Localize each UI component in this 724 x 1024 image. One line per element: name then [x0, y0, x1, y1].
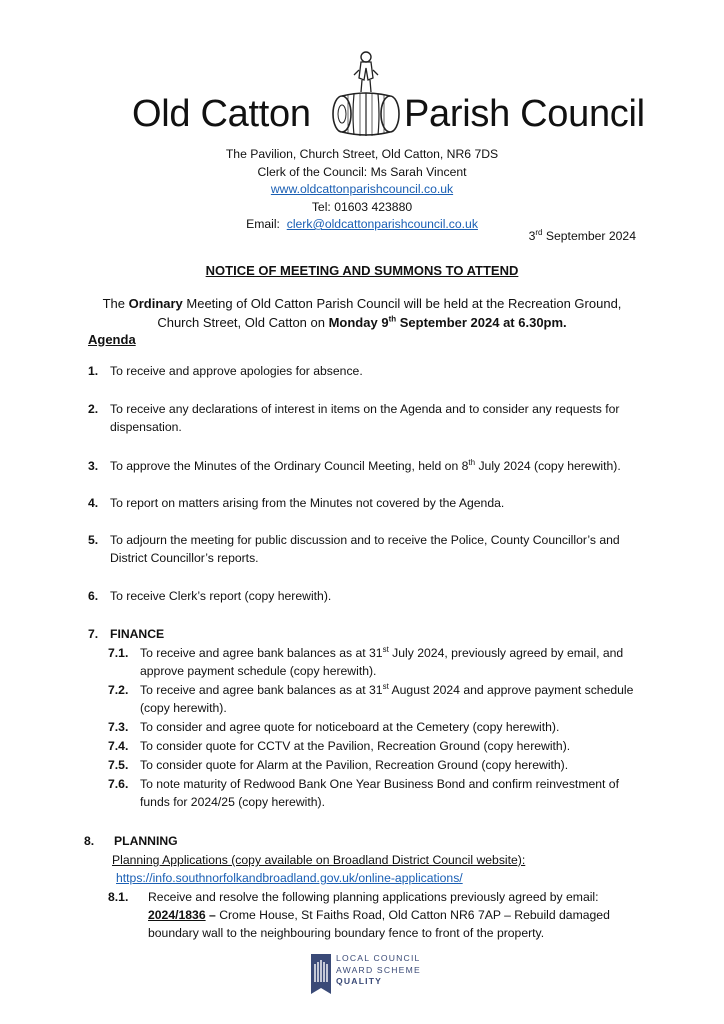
planning-heading: 8. PLANNING	[84, 834, 178, 848]
planning-link-row	[116, 869, 463, 887]
award-scheme-icon	[310, 952, 332, 996]
clerk-line: Clerk of the Council: Ms Sarah Vincent	[257, 164, 467, 179]
planning-applications-label: Planning Applications (copy available on Broadland District Council website):	[112, 853, 526, 867]
letterhead	[0, 48, 724, 138]
contact-block	[140, 146, 584, 234]
council-title-right: Parish Council	[404, 93, 645, 135]
email-link[interactable]: clerk@oldcattonparishcouncil.co.uk	[286, 217, 478, 231]
email-line	[140, 216, 584, 234]
council-title-left: Old Catton	[132, 93, 311, 135]
local-council-award-logo	[310, 952, 470, 998]
email-label: Email:	[246, 217, 280, 231]
application-reference: 2024/1836	[148, 908, 206, 922]
address-line: The Pavilion, Church Street, Old Catton, NR6 7DS	[225, 147, 499, 161]
letter-date: 3rd September 2024	[528, 227, 636, 243]
award-scheme-text: LOCAL COUNCIL AWARD SCHEME QUALITY	[336, 953, 421, 986]
telephone-line: Tel: 01603 423880	[311, 199, 413, 214]
planning-portal-link[interactable]: https://info.southnorfolkandbroadland.gov.uk/online-applications/	[116, 871, 463, 885]
notice-title: NOTICE OF MEETING AND SUMMONS TO ATTEND	[205, 263, 519, 278]
website-link[interactable]: www.oldcattonparishcouncil.co.uk	[270, 182, 454, 196]
barrel-crest-icon	[328, 48, 404, 138]
agenda-heading: Agenda	[88, 332, 136, 347]
meeting-intro: The Ordinary Meeting of Old Catton Parish Council will be held at the Recreation Ground, Church Street, Old Catton on Monday 9th September 2024 at 6.30pm.	[102, 296, 622, 330]
